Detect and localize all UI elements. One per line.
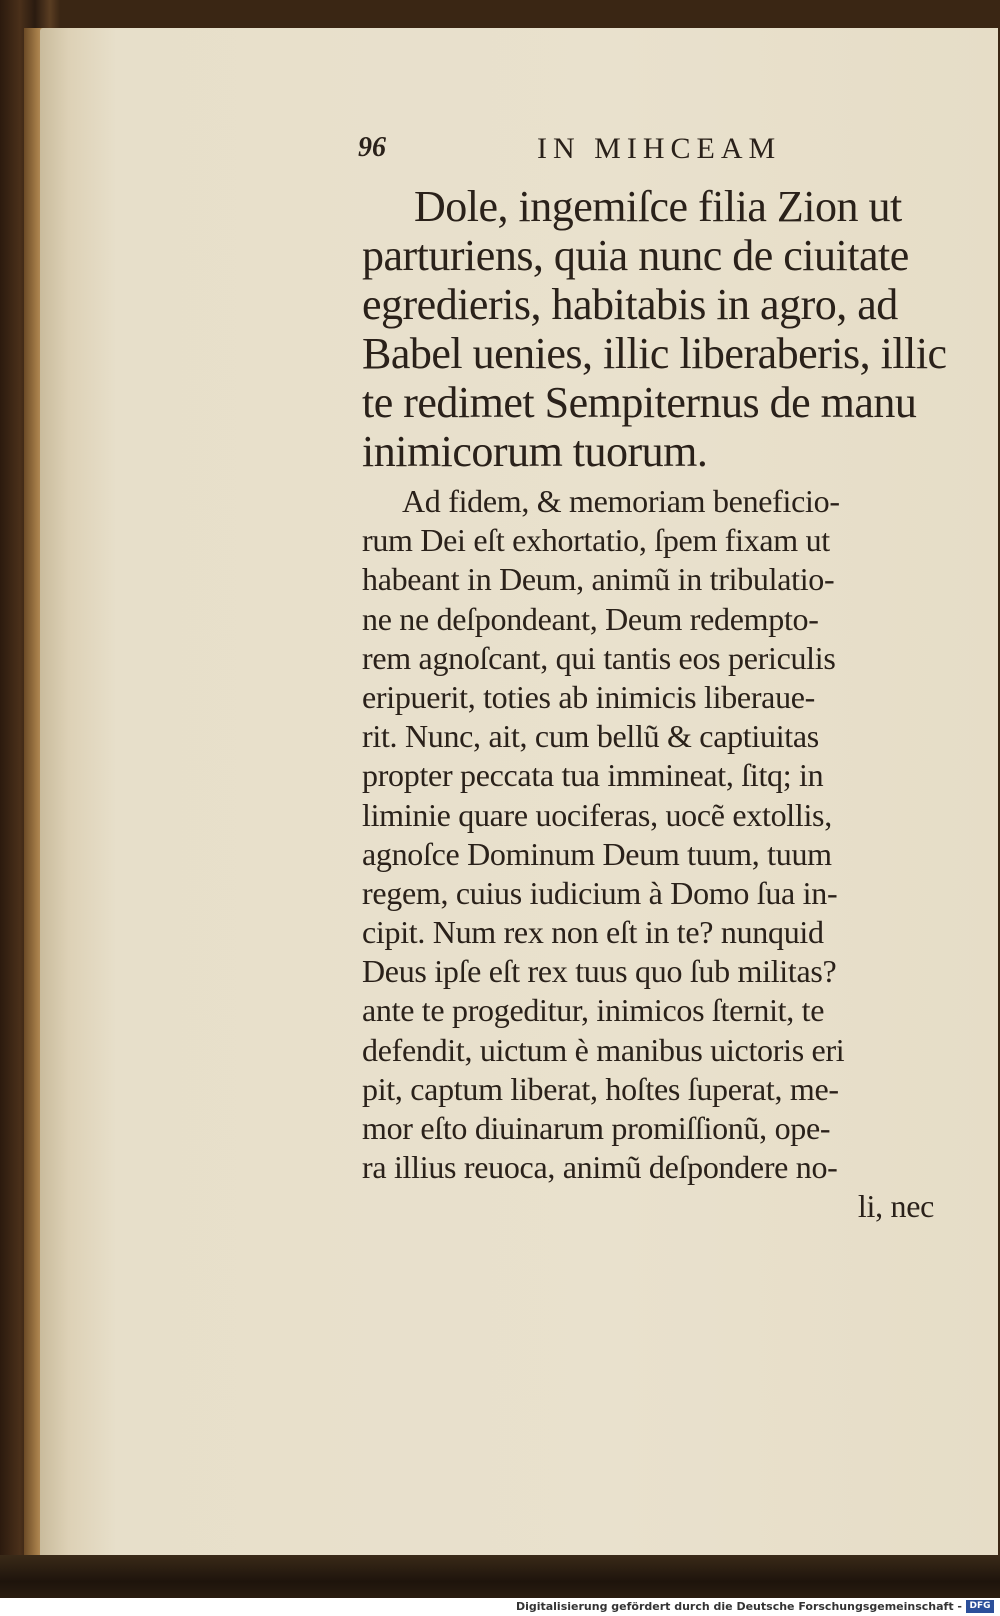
commentary-line: rum Dei eſt exhortatio, ſpem fixam ut [362, 522, 830, 559]
commentary-line: agnoſce Dominum Deum tuum, tuum [362, 835, 832, 872]
commentary-line: cipit. Num rex non eſt in te? nunquid [362, 914, 824, 951]
verse-line: inimicorum tuorum. [362, 427, 708, 476]
commentary-block [362, 482, 962, 1227]
page-header [358, 128, 962, 168]
commentary-line: ante te progeditur, inimicos ſternit, te [362, 992, 825, 1029]
commentary-line: mor eſto diuinarum promiſſionũ, ope- [362, 1110, 831, 1146]
commentary-line: eripuerit, toties ab inimicis liberaue- [362, 678, 816, 715]
page-number: 96 [358, 132, 386, 163]
commentary-line: liminie quare uociferas, uocẽ extollis, [362, 796, 832, 833]
verse-line: Dole, ingemiſce filia Zion ut [414, 182, 902, 231]
commentary-line: Deus ipſe eſt rex tuus quo ſub militas? [362, 953, 837, 990]
commentary-line: rit. Nunc, ait, cum bellũ & captiuitas [362, 718, 819, 755]
catchword: li, nec [857, 1188, 934, 1225]
commentary-line: ra illius reuoca, animũ deſpondere no- [362, 1149, 838, 1186]
verse-line: egredieris, habitabis in agro, ad [362, 280, 898, 329]
running-title: IN MIHCEAM [537, 132, 782, 165]
digitization-credit: Digitalisierung gefördert durch die Deutsche Forschungsgemeinschaft - [515, 1600, 962, 1613]
verse-line: Babel uenies, illic liberaberis, illic [362, 329, 947, 378]
commentary-line: ne ne deſpondeant, Deum redempto- [362, 600, 819, 637]
commentary-line: rem agnoſcant, qui tantis eos periculis [362, 639, 836, 676]
commentary-line: propter peccata tua immineat, ſitq; in [362, 757, 824, 794]
commentary-line: defendit, uictum è manibus uictoris eri [362, 1031, 845, 1068]
verse-line: te redimet Sempiternus de manu [362, 378, 917, 427]
commentary-line: Ad fidem, & memoriam beneficio- [402, 483, 840, 519]
bottom-shadow [0, 1555, 1000, 1599]
verse-line: parturiens, quia nunc de ciuitate [362, 231, 909, 280]
commentary-line: habeant in Deum, animũ in tribulatio- [362, 561, 835, 598]
commentary-line: pit, captum liberat, hoſtes ſuperat, me- [362, 1070, 839, 1107]
dfg-logo: DFG [966, 1600, 994, 1613]
text-block [358, 128, 962, 1227]
commentary-line: regem, cuius iudicium à Domo ſua in- [362, 874, 838, 911]
verse-block [362, 182, 962, 476]
